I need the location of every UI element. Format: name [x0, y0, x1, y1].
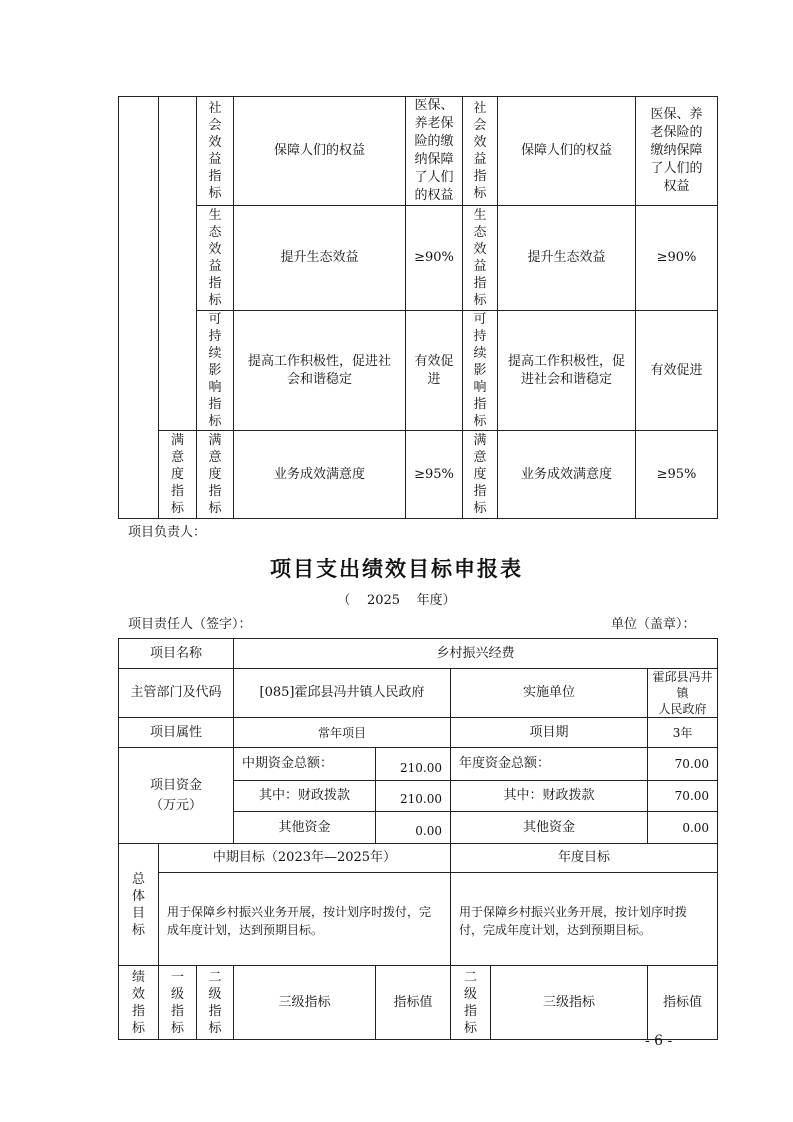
mid-target-text: 用于保障乡村振兴业务开展，按计划序时拨付，完 成年度计划，达到预期目标。	[159, 873, 451, 966]
blank-cell	[119, 206, 159, 311]
impl-value: 霍邱县冯井镇 人民政府	[648, 669, 718, 718]
mid-other-label: 其他资金	[234, 812, 376, 844]
value-sustain: 有效促 进	[406, 311, 463, 431]
mid-other-value: 0.00	[376, 812, 451, 844]
indicator3b-satisfaction: 业务成效满意度	[498, 431, 636, 519]
indicator2-satisfaction: 满 意 度 指 标	[197, 431, 234, 519]
form-title: 项目支出绩效目标申报表	[270, 557, 523, 581]
blank-cell	[159, 311, 197, 431]
blank-cell	[119, 97, 159, 206]
indicator2b-satisfaction: 满 意 度 指 标	[463, 431, 498, 519]
valueb-sustain: 有效促进	[636, 311, 718, 431]
value-header: 指标值	[376, 966, 451, 1040]
value-eco: ≥90%	[406, 206, 463, 311]
period-label: 项目期	[451, 718, 648, 748]
indicator3b-social: 保障人们的权益	[498, 97, 636, 206]
dept-label: 主管部门及代码	[119, 669, 234, 718]
valueb-eco: ≥90%	[636, 206, 718, 311]
attr-label: 项目属性	[119, 718, 234, 748]
indicator-table-continued	[118, 96, 718, 519]
mid-total-label: 中期资金总额：	[234, 748, 376, 781]
indicator2b-sustain: 可 持 续 影 响 指 标	[463, 311, 498, 431]
annual-total-value: 70.00	[648, 748, 718, 781]
project-name-value: 乡村振兴经费	[234, 639, 718, 669]
blank-cell	[119, 311, 159, 431]
indicator3b-eco: 提升生态效益	[498, 206, 636, 311]
unit-label: 单位（盖章）：	[611, 617, 696, 632]
annual-fiscal-label: 其中：财政拨款	[451, 781, 648, 812]
attr-value: 常年项目	[234, 718, 451, 748]
impl-label: 实施单位	[451, 669, 648, 718]
indicator2-eco: 生 态 效 益 指 标	[197, 206, 234, 311]
dept-value: [085]霍邱县冯井镇人民政府	[234, 669, 451, 718]
annual-total-label: 年度资金总额：	[451, 748, 648, 781]
mid-target-label: 中期目标（2023年—2025年）	[159, 844, 451, 873]
indicator3-social: 保障人们的权益	[234, 97, 406, 206]
level3b-header: 三级指标	[491, 966, 648, 1040]
period-value: 3年	[648, 718, 718, 748]
annual-other-label: 其他资金	[451, 812, 648, 844]
value-satisfaction: ≥95%	[406, 431, 463, 519]
funds-label: 项目资金 （万元）	[119, 748, 234, 844]
value-social: 医保、 养老保 险的缴 纳保障 了人们 的权益	[406, 97, 463, 206]
indicator2b-social: 社 会 效 益 指 标	[463, 97, 498, 206]
annual-target-label: 年度目标	[451, 844, 718, 873]
blank-cell	[159, 206, 197, 311]
responsible-label: 项目责任人（签字）：	[128, 617, 252, 632]
indicator3b-sustain: 提高工作积极性，促 进社会和谐稳定	[498, 311, 636, 431]
indicator3-sustain: 提高工作积极性，促进社 会和谐稳定	[234, 311, 406, 431]
annual-other-value: 0.00	[648, 812, 718, 844]
indicator3-eco: 提升生态效益	[234, 206, 406, 311]
level2b-header: 二 级 指 标	[451, 966, 491, 1040]
indicator1-satisfaction: 满 意 度 指 标	[159, 431, 197, 519]
valueb-social: 医保、养 老保险的 缴纳保障 了人们的 权益	[636, 97, 718, 206]
declaration-form-table	[118, 638, 718, 1040]
level1-header: 一 级 指 标	[159, 966, 197, 1040]
blank-cell	[119, 431, 159, 519]
blank-cell	[159, 97, 197, 206]
valueb-satisfaction: ≥95%	[636, 431, 718, 519]
annual-target-text: 用于保障乡村振兴业务开展，按计划序时拨 付，完成年度计划，达到预期目标。	[451, 873, 718, 966]
year-line: （ 2025 年度）	[337, 593, 456, 608]
indicator2-sustain: 可 持 续 影 响 指 标	[197, 311, 234, 431]
level3-header: 三级指标	[234, 966, 376, 1040]
mid-fiscal-value: 210.00	[376, 781, 451, 812]
mid-total-value: 210.00	[376, 748, 451, 781]
annual-fiscal-value: 70.00	[648, 781, 718, 812]
project-leader-label: 项目负责人：	[128, 525, 207, 540]
perf-indicator-label: 绩 效 指 标	[119, 966, 159, 1040]
overall-target-label: 总 体 目 标	[119, 844, 159, 966]
page-number: - 6 -	[645, 1033, 673, 1049]
mid-fiscal-label: 其中：财政拨款	[234, 781, 376, 812]
indicator3-satisfaction: 业务成效满意度	[234, 431, 406, 519]
valueb-header: 指标值	[648, 966, 718, 1040]
indicator2b-eco: 生 态 效 益 指 标	[463, 206, 498, 311]
indicator2-social: 社 会 效 益 指 标	[197, 97, 234, 206]
level2-header: 二 级 指 标	[197, 966, 234, 1040]
project-name-label: 项目名称	[119, 639, 234, 669]
